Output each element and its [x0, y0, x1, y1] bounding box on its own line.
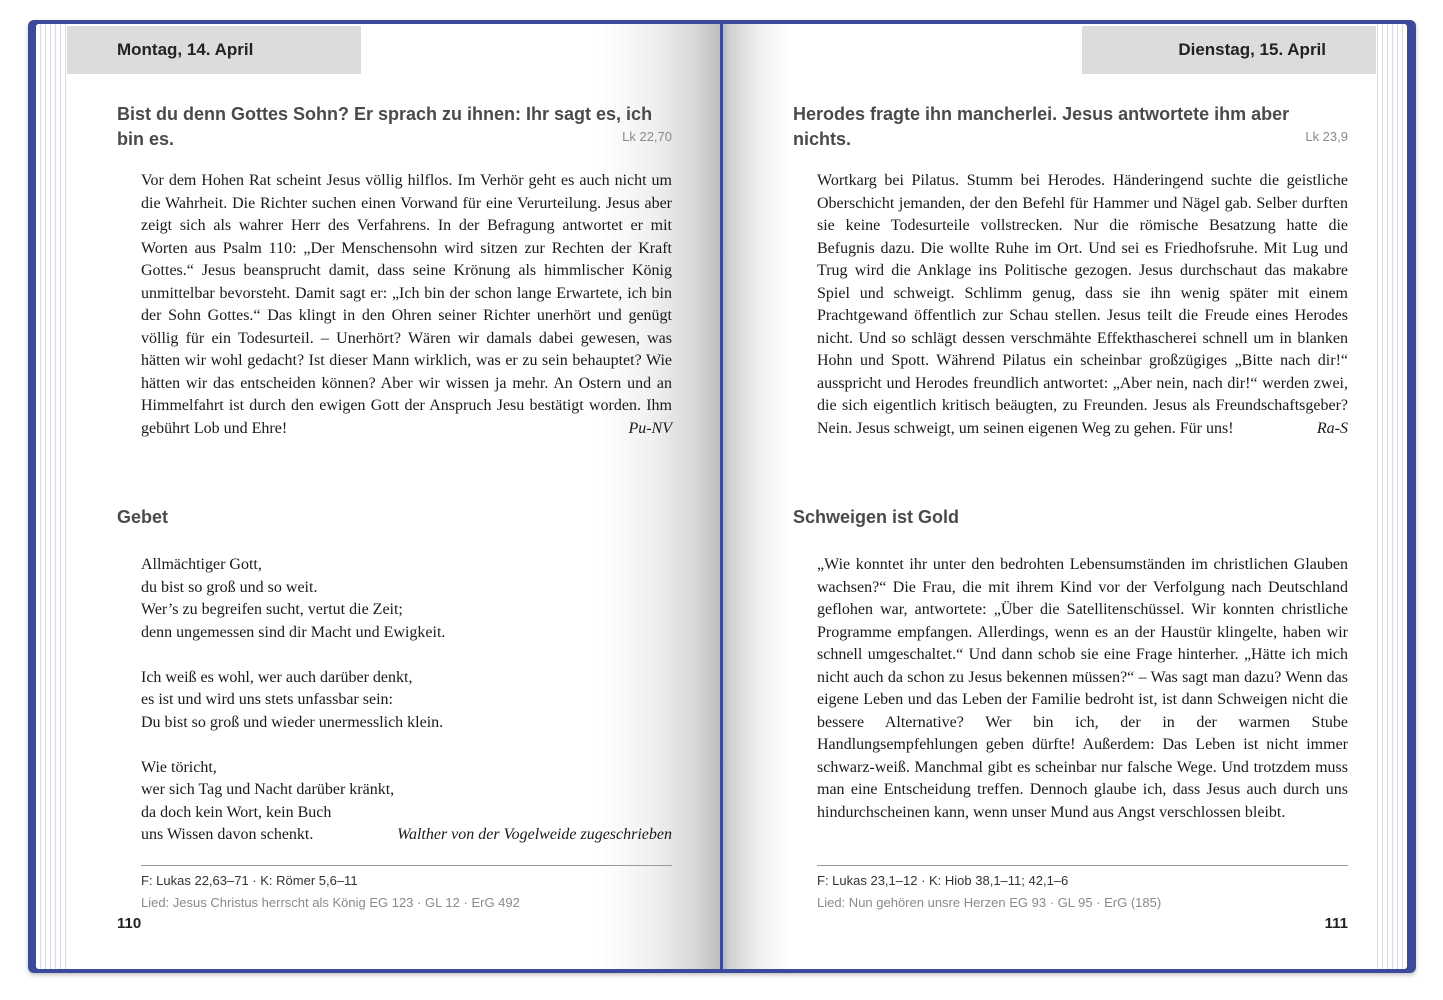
book-spread — [28, 20, 1416, 973]
poem-line: denn ungemessen sind dir Macht und Ewigkeit. — [141, 623, 446, 641]
poem-line: Du bist so groß und wieder unermesslich klein. — [141, 713, 444, 731]
poem-stanza — [141, 667, 672, 735]
verse-reference: Lk 22,70 — [622, 129, 672, 144]
footer-divider — [817, 865, 1348, 866]
poem-line: du bist so groß und so weit. — [141, 578, 318, 596]
footer-divider — [141, 865, 672, 866]
footer-references: F: Lukas 22,63–71 · K: Römer 5,6–11 — [141, 873, 358, 888]
poem-line: Wer’s zu begreifen sucht, vertut die Zeit; — [141, 601, 403, 618]
section-title: Schweigen ist Gold — [793, 507, 960, 527]
date-label: Dienstag, 15. April — [1178, 40, 1326, 59]
footer-song: Lied: Nun gehören unsre Herzen EG 93 · GL 95 · ErG (185) — [817, 895, 1162, 910]
devotion-text — [817, 170, 1348, 440]
footer-song: Lied: Jesus Christus herrscht als König EG 123 · GL 12 · ErG 492 — [141, 895, 520, 910]
right-page — [723, 24, 1407, 969]
page-number: 111 — [1324, 915, 1348, 932]
story-text: „Wie konntet ihr unter den bedrohten Lebensumständen im christlichen Glauben wachsen?“ Die Frau, die mit ihrem Kind vor der Verfolgung nach Deutschland geflohen war, antwortete: „Über die Satellitenschüssel. Wir konnten christliche Programme empfangen. Allerdings, wenn es an der Haustür klingelte, haben wir schnell umgeschaltet.“ Und dann schob sie eine Frage hinterher. „Hätte ich mich nicht auch da schon zu Jesus bekennen müssen?“ – Was sagt man dazu? Wenn das eigene Leben und das Leben der Familie bedroht ist, ist dann Schweigen nicht die bessere Alternative? Wer bin ich, der in der warmen Stube Handlungsempfehlungen geben dürfte! Außerdem: Das Leben ist nicht immer schwarz-weiß. Manchmal gibt es scheinbar nur falsche Wege. Und trotzdem muss man eine Entscheidung treffen. Dennoch glaube ich, dass Jesus auch durch uns hindurchscheinen kann, wenn unser Mund aus Angst verschlossen bleibt. — [817, 556, 1348, 821]
poem-line: Allmächtiger Gott, — [141, 556, 262, 573]
poem-line: Ich weiß es wohl, wer auch darüber denkt, — [141, 668, 413, 686]
date-label: Montag, 14. April — [117, 40, 254, 59]
devotion-body: Vor dem Hohen Rat scheint Jesus völlig hilflos. Im Verhör geht es auch nicht um die Wahrheit. Die Richter suchen einen Vorwand für eine Verurteilung. Jesus aber zeigt sich als wahrer Herr des Verfahrens. In der Befragung antwortet er mit Worten aus Psalm 110: „Der Menschensohn wird sitzen zur Rechten der Kraft Gottes.“ Jesus beansprucht damit, dass seine Krönung als himmlischer König unmittelbar bevorsteht. Damit sagt er: „Ich bin der schon lange Erwartete, ich bin der Sohn Gottes.“ Das klingt in den Ohren seiner Richter unerhört und genügt völlig für ein Todesurteil. – Unerhört? Wären wir damals dabei gewesen, was hätten wir wohl gedacht? Ist dieser Mann wirklich, was er zu sein behauptet? Wie hätten wir das entscheiden können? Aber wir wissen ja mehr. An Ostern und an Himmelfahrt ist durch den ewigen Gott der Anspruch Jesu bestätigt worden. Ihm gebührt Lob und Ehre! — [141, 172, 672, 437]
poem-line: es ist und wird uns stets unfassbar sein: — [141, 691, 393, 708]
prayer-poem — [141, 554, 672, 847]
verse-reference: Lk 23,9 — [1305, 129, 1348, 144]
bible-verse: Bist du denn Gottes Sohn? Er sprach zu ihnen: Ihr sagt es, ich bin es. — [117, 104, 653, 149]
date-header-left — [67, 26, 361, 74]
author-initials: Ra-S — [1316, 419, 1348, 437]
author-initials: Pu-NV — [628, 419, 672, 437]
devotion-body: Wortkarg bei Pilatus. Stumm bei Herodes. Händeringend suchte die geistliche Oberschicht jemanden, der den Befehl für Hammer und Nägel gab. Selber durften sie keine Todesurteile vollstrecken. Nur die römische Besatzung hatte die Befugnis dazu. Die wollte Ruhe im Ort. Und sei es Friedhofsruhe. Mit Lug und Trug wird die Anklage ins Politische gezogen. Jesus durchschaut das makabre Spiel und schweigt. Schlimm genug, dass sie ihn wenig später mit einem Prachtgewand öffentlich zur Schau stellen. Jesus teilt die Freude eines Herodes nicht. Und so schlägt dessen verschmähte Effekthascherei schnell um in blanken Hohn und Spott. Während Pilatus ein scheinbar großzügiges „Bitte nach dir!“ ausspricht und Herodes freundlich antwortet: „Aber nein, nach dir!“ werden zwei, die sich eigentlich kritisch beäugten, zu Freunden. Jesus als Freundschaftsgeber? Nein. Jesus schweigt, um seinen eigenen Weg zu gehen. Für uns! — [817, 172, 1348, 437]
poem-stanza — [141, 554, 672, 644]
date-header-right — [1082, 26, 1376, 74]
section-title: Gebet — [117, 507, 169, 527]
page-edges-left — [36, 24, 66, 969]
page-number: 110 — [117, 915, 142, 932]
page-edges-right — [1377, 24, 1407, 969]
poem-stanza — [141, 757, 672, 847]
poem-line — [141, 824, 672, 847]
bible-verse: Herodes fragte ihn mancherlei. Jesus antwortete ihm aber nichts. — [793, 104, 1290, 149]
poem-line: wer sich Tag und Nacht darüber kränkt, — [141, 781, 395, 798]
poem-line: da doch kein Wort, kein Buch — [141, 803, 332, 821]
poem-author: Walther von der Vogelweide zugeschrieben — [397, 826, 672, 843]
poem-line-text: uns Wissen davon schenkt. — [141, 826, 314, 843]
poem-line: Wie töricht, — [141, 758, 217, 776]
footer-references: F: Lukas 23,1–12 · K: Hiob 38,1–11; 42,1–6 — [817, 873, 1069, 888]
devotion-text — [141, 170, 672, 440]
left-page — [36, 24, 720, 969]
